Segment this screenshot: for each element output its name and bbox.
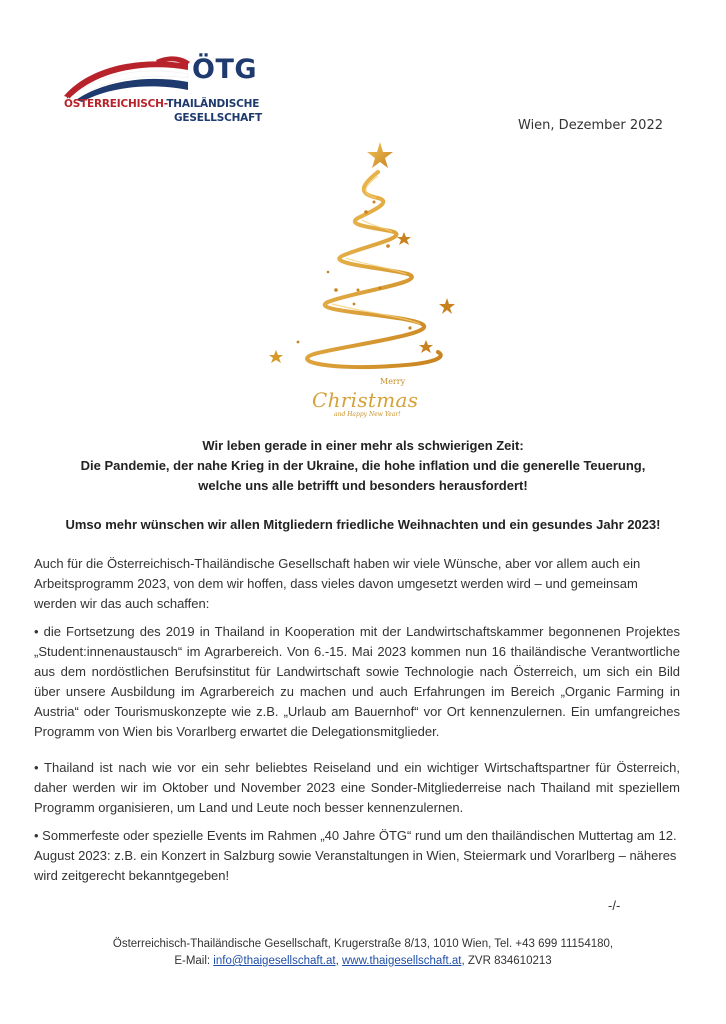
christmas-wish: Umso mehr wünschen wir allen Mitgliedern friedliche Weihnachten und ein gesundes Jahr 2023! (65, 517, 661, 532)
paragraph-work-programme: Auch für die Österreichisch-Thailändische Gesellschaft haben wir viele Wünsche, aber vor allem auch ein Arbeitsprogramm 2023, von dem wir hoffen, dass vieles davon umgesetzt werden wird – und gemeinsam werden wir das auch schaffen: (34, 556, 641, 611)
christmas-tree-icon (262, 140, 462, 430)
letter-date: Wien, Dezember 2022 (518, 118, 663, 133)
greeting-christmas: Christmas (312, 388, 419, 412)
paragraph-anniversary-events: • Sommerfeste oder spezielle Events im Rahmen „40 Jahre ÖTG“ rund um den thailändischen Muttertag am 12. August 2023: z.B. ein Konzert in Salzburg sowie Veranstaltungen in Wien, Steiermark und Vorarlberg – näheres wird zeitgerecht bekanntgegeben! (34, 828, 677, 883)
footer-email-label: E-Mail: (174, 955, 214, 967)
logo-name-part2: THAILÄNDISCHE (166, 98, 260, 110)
paragraph-student-exchange: • die Fortsetzung des 2019 in Thailand in Kooperation mit der Landwirtschaftskammer begonnenen Projektes „Student:innenaustausch“ im Agrarbereich. Von 6.-15. Mai 2023 kommen nun 16 thailändische Verantwortliche aus dem nordöstlichen Berufsinstitut für Landwirtschaft sowie Technologie nach Österreich, um sich ein Bild über unsere Ausbildung im Agrarbereich zu machen und auch Erfahrungen im Bereich „Organic Farming in Austria“ oder Tourismuskonzepte wie z.B. „Urlaub am Bauernhof“ vor Ort kennenzulernen. Ein umfangreiches Programm von Wien bis Vorarlberg erwartet die Delegationsmitglieder. (34, 624, 680, 739)
otg-logo (60, 52, 270, 132)
logo-abbreviation: ÖTG (192, 54, 258, 85)
paragraph-member-trip: • Thailand ist nach wie vor ein sehr beliebtes Reiseland und ein wichtiger Wirtschaftspartner für Österreich, daher werden wir im Oktober und November 2023 eine Sonder-Mitgliederreise nach Thailand mit speziellem Programm organisieren, um Land und Leute noch besser kennenzulernen. (34, 760, 680, 815)
footer-email-link[interactable]: info@thaigesellschaft.at (213, 955, 336, 967)
footer-contact (0, 953, 726, 970)
logo-name-line1 (64, 98, 264, 110)
footer-address: Österreichisch-Thailändische Gesellschaft, Krugerstraße 8/13, 1010 Wien, Tel. +43 699 11154180, (112, 938, 614, 950)
greeting-subline: and Happy New Year! (334, 411, 401, 418)
footer-separator: , (335, 955, 342, 967)
greeting-merry: Merry (380, 377, 406, 386)
top-star-icon (367, 142, 393, 168)
intro-line-3: welche uns alle betrifft und besonders herausfordert! (198, 478, 528, 493)
logo-name-line2: GESELLSCHAFT (174, 112, 263, 124)
intro-line-1: Wir leben gerade in einer mehr als schwierigen Zeit: (202, 438, 524, 453)
intro-line-2: Die Pandemie, der nahe Krieg in der Ukraine, die hohe inflation und die generelle Teuerung, (80, 458, 646, 473)
footer-website-link[interactable]: www.thaigesellschaft.at (341, 955, 462, 967)
logo-name-part1: ÖSTERREICHISCH- (64, 98, 167, 110)
page-continuation-marker: -/- (608, 898, 621, 913)
footer-zvr: , ZVR 834610213 (461, 955, 552, 967)
